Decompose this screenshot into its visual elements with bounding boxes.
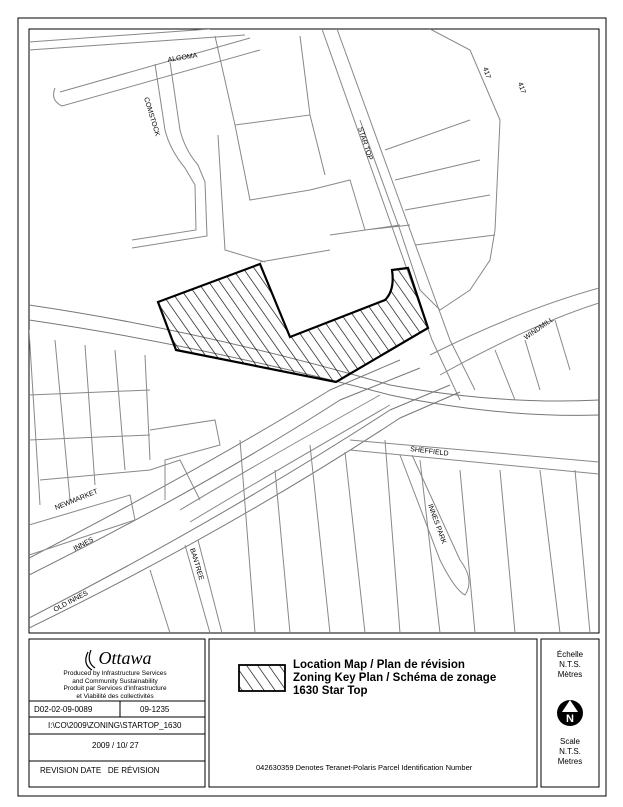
label-417-a: 417 bbox=[481, 66, 492, 80]
scale-top-2: N.T.S. bbox=[559, 660, 581, 669]
label-417-b: 417 bbox=[516, 81, 527, 95]
scale-top bbox=[541, 650, 599, 680]
title-line-2: Zoning Key Plan / Schéma de zonage bbox=[293, 672, 497, 684]
label-innes: INNES bbox=[72, 536, 95, 553]
scale-top-1: Échelle bbox=[556, 650, 584, 659]
revision-date-label-en: REVISION DATE bbox=[40, 766, 102, 775]
label-star-top: STAR TOP bbox=[356, 126, 374, 162]
scale-bottom bbox=[541, 737, 599, 767]
subject-parcel-hatched bbox=[158, 264, 428, 382]
produced-by-en-2: and Community Sustainability bbox=[72, 677, 158, 685]
revision-date-label bbox=[40, 766, 159, 776]
file-number: D02-02-09-0089 bbox=[34, 705, 93, 714]
sequence-number: 09-1235 bbox=[140, 705, 170, 714]
label-sheffield: SHEFFIELD bbox=[409, 446, 449, 458]
scale-top-3: Mètres bbox=[557, 670, 583, 679]
hwy-417-block bbox=[360, 29, 500, 310]
label-old-innes: OLD INNES bbox=[52, 589, 90, 614]
produced-by-fr-2: et Viabilité des collectivités bbox=[76, 692, 154, 700]
label-bantree: BANTREE bbox=[188, 547, 205, 582]
label-newmarket: NEWMARKET bbox=[54, 488, 99, 512]
title-line-1: Location Map / Plan de révision bbox=[293, 659, 465, 671]
scale-bottom-1: Scale bbox=[559, 737, 580, 746]
label-algoma: ALGOMA bbox=[167, 52, 198, 64]
produced-by-fr-1: Produit par Services d'infrastructure bbox=[63, 685, 167, 692]
label-comstock: COMSTOCK bbox=[142, 96, 161, 138]
lots-north bbox=[215, 36, 495, 262]
scale-bottom-2: N.T.S. bbox=[559, 747, 581, 756]
file-path: I:\CO\2009\ZONING\STARTOP_1630 bbox=[48, 721, 182, 730]
label-innes-park: INNES PARK bbox=[426, 503, 448, 546]
ottawa-logo-text: Ottawa bbox=[98, 648, 152, 668]
produced-by-en-1: Produced by Infrastructure Services bbox=[63, 670, 167, 677]
parcel-note: 042630359 Denotes Teranet-Polaris Parcel Identification Number bbox=[256, 763, 473, 772]
scale-bottom-3: Metres bbox=[557, 757, 583, 766]
comstock-road bbox=[132, 62, 207, 248]
svg-text:N: N bbox=[566, 713, 574, 725]
title-line-3: 1630 Star Top bbox=[293, 685, 368, 697]
label-windmill: WINDMILL bbox=[523, 316, 556, 342]
algoma-road bbox=[29, 29, 260, 106]
north-arrow-icon bbox=[557, 700, 583, 726]
legend-hatch-swatch bbox=[239, 665, 285, 691]
produced-by-en bbox=[40, 670, 190, 700]
map-title bbox=[293, 659, 533, 698]
revision-date-label-fr: DE RÉVISION bbox=[107, 766, 160, 775]
lots-southwest bbox=[29, 330, 220, 505]
bantree-road bbox=[150, 540, 222, 633]
revision-date-value: 2009 / 10/ 27 bbox=[92, 741, 139, 750]
